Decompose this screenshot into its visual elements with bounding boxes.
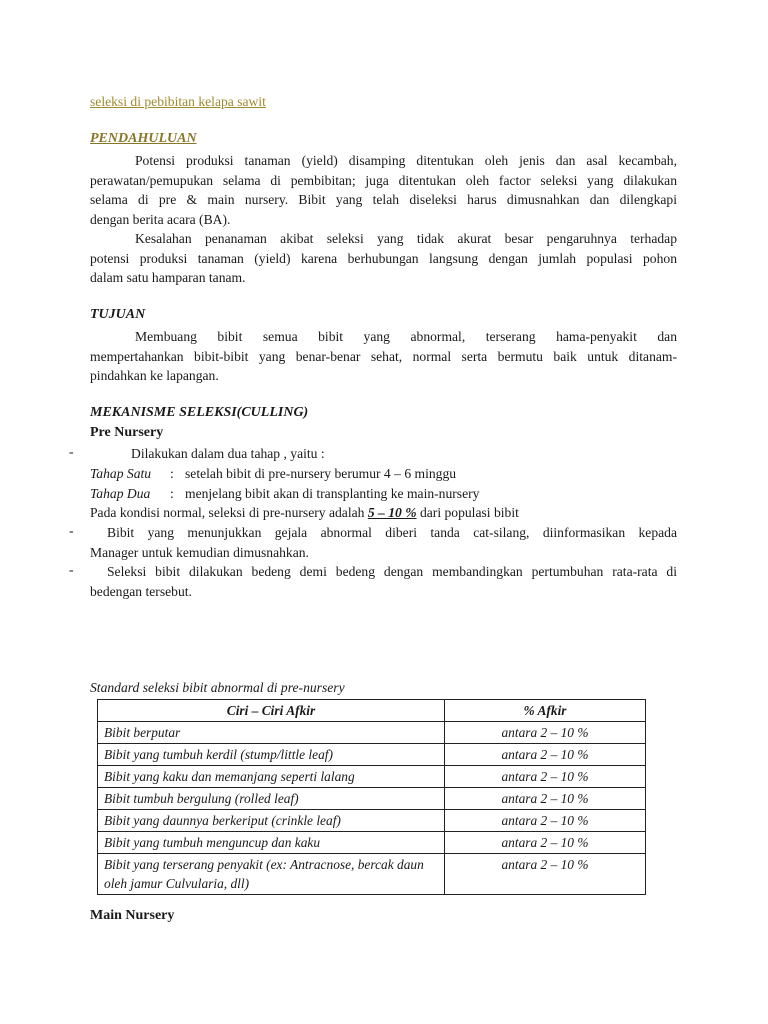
table-cell-ciri: Bibit tumbuh bergulung (rolled leaf): [98, 788, 445, 810]
column-header-ciri: Ciri – Ciri Afkir: [98, 700, 445, 722]
paragraph-line: perawatan/pemupukan selama di pembibitan; juga ditentukan oleh factor seleksi yang dilakukan: [90, 172, 677, 188]
table-row: [98, 744, 646, 766]
heading-tujuan: TUJUAN: [90, 307, 146, 322]
table-cell-ciri: Bibit berputar: [98, 722, 445, 744]
paragraph-line: Manager untuk kemudian dimusnahkan.: [90, 544, 309, 560]
text-tahap-dua: menjelang bibit akan di transplanting ke main-nursery: [185, 486, 480, 501]
list-bullet-dash: -: [69, 562, 74, 577]
paragraph-tujuan: [90, 327, 677, 386]
paragraph-line: selama di pre & main nursery. Bibit yang telah diseleksi harus dimusnahkan dan dilengkapi: [90, 192, 677, 207]
list-item-bedeng: [90, 562, 677, 601]
paragraph-line: bedengan tersebut.: [90, 583, 192, 599]
table-cell-ciri: Bibit yang tumbuh kerdil (stump/little leaf): [98, 744, 445, 766]
paragraph-line: mempertahankan bibit-bibit yang benar-benar sehat, normal serta bermutu baik untuk ditanam-: [90, 348, 677, 364]
list-bullet-dash: -: [69, 444, 74, 459]
table-cell-afkir: antara 2 – 10 %: [445, 722, 646, 744]
paragraph-pendahuluan-2: [90, 229, 677, 288]
table-cell-afkir: antara 2 – 10 %: [445, 766, 646, 788]
paragraph-line: dalam satu hamparan tanam.: [90, 270, 246, 285]
paragraph-line: pindahkan ke lapangan.: [90, 368, 219, 383]
table-row: [98, 832, 646, 854]
table-row: [98, 722, 646, 744]
kondisi-percentage: 5 – 10 %: [367, 505, 417, 520]
paragraph-line: Seleksi bibit dilakukan bedeng demi bedeng dengan membandingkan pertumbuhan rata-rata di: [107, 564, 677, 579]
table-row: [98, 854, 646, 895]
paragraph-line: Potensi produksi tanaman (yield) disamping ditentukan oleh jenis dan asal kecambah,: [135, 153, 677, 168]
column-header-afkir: % Afkir: [445, 700, 646, 722]
label-tahap-dua: Tahap Dua: [90, 486, 151, 501]
table-cell-afkir: antara 2 – 10 %: [445, 788, 646, 810]
text-tahap-satu: setelah bibit di pre-nursery berumur 4 – 6 minggu: [185, 466, 457, 481]
table-cell-afkir: antara 2 – 10 %: [445, 854, 646, 895]
subheading-main-nursery: Main Nursery: [90, 908, 175, 923]
kondisi-text-after: dari populasi bibit: [416, 505, 519, 520]
separator-colon: :: [170, 486, 174, 501]
heading-mekanisme: MEKANISME SELEKSI(CULLING): [90, 405, 309, 420]
heading-pendahuluan: PENDAHULUAN: [90, 131, 197, 146]
table-cell-ciri: Bibit yang daunnya berkeriput (crinkle leaf): [98, 810, 445, 832]
paragraph-line: Membuang bibit semua bibit yang abnormal, terserang hama-penyakit dan: [135, 329, 677, 344]
table-cell-ciri: Bibit yang terserang penyakit (ex: Antracnose, bercak daun oleh jamur Culvularia, dll): [98, 854, 445, 895]
document-title-link[interactable]: seleksi di pebibitan kelapa sawit: [90, 94, 266, 109]
separator-colon: :: [170, 466, 174, 481]
subheading-pre-nursery: Pre Nursery: [90, 425, 164, 440]
paragraph-pendahuluan-1: [90, 151, 677, 229]
table-cell-ciri: Bibit yang kaku dan memanjang seperti lalang: [98, 766, 445, 788]
table-header-row: [98, 700, 646, 722]
table-row: [98, 766, 646, 788]
table-cell-afkir: antara 2 – 10 %: [445, 810, 646, 832]
kondisi-text-before: Pada kondisi normal, seleksi di pre-nursery adalah: [90, 505, 368, 520]
table-row: [98, 788, 646, 810]
table-row: [98, 810, 646, 832]
standard-seleksi-table: [97, 699, 646, 895]
label-tahap-satu: Tahap Satu: [90, 466, 152, 481]
paragraph-line: potensi produksi tanaman (yield) karena berhubungan langsung dengan jumlah populasi pohon: [90, 250, 677, 266]
list-item-dua-tahap: Dilakukan dalam dua tahap , yaitu :: [131, 446, 325, 461]
table-cell-afkir: antara 2 – 10 %: [445, 744, 646, 766]
paragraph-line: Bibit yang menunjukkan gejala abnormal diberi tanda cat-silang, diinformasikan kepada: [107, 525, 677, 540]
paragraph-line: dengan berita acara (BA).: [90, 211, 231, 227]
list-bullet-dash: -: [69, 523, 74, 538]
table-cell-afkir: antara 2 – 10 %: [445, 832, 646, 854]
paragraph-line: Kesalahan penanaman akibat seleksi yang tidak akurat besar pengaruhnya terhadap: [135, 231, 677, 246]
text-kondisi-normal: [90, 503, 519, 523]
table-caption: Standard seleksi bibit abnormal di pre-nursery: [90, 680, 345, 695]
list-item-tanda-silang: [90, 523, 677, 562]
table-cell-ciri: Bibit yang tumbuh menguncup dan kaku: [98, 832, 445, 854]
